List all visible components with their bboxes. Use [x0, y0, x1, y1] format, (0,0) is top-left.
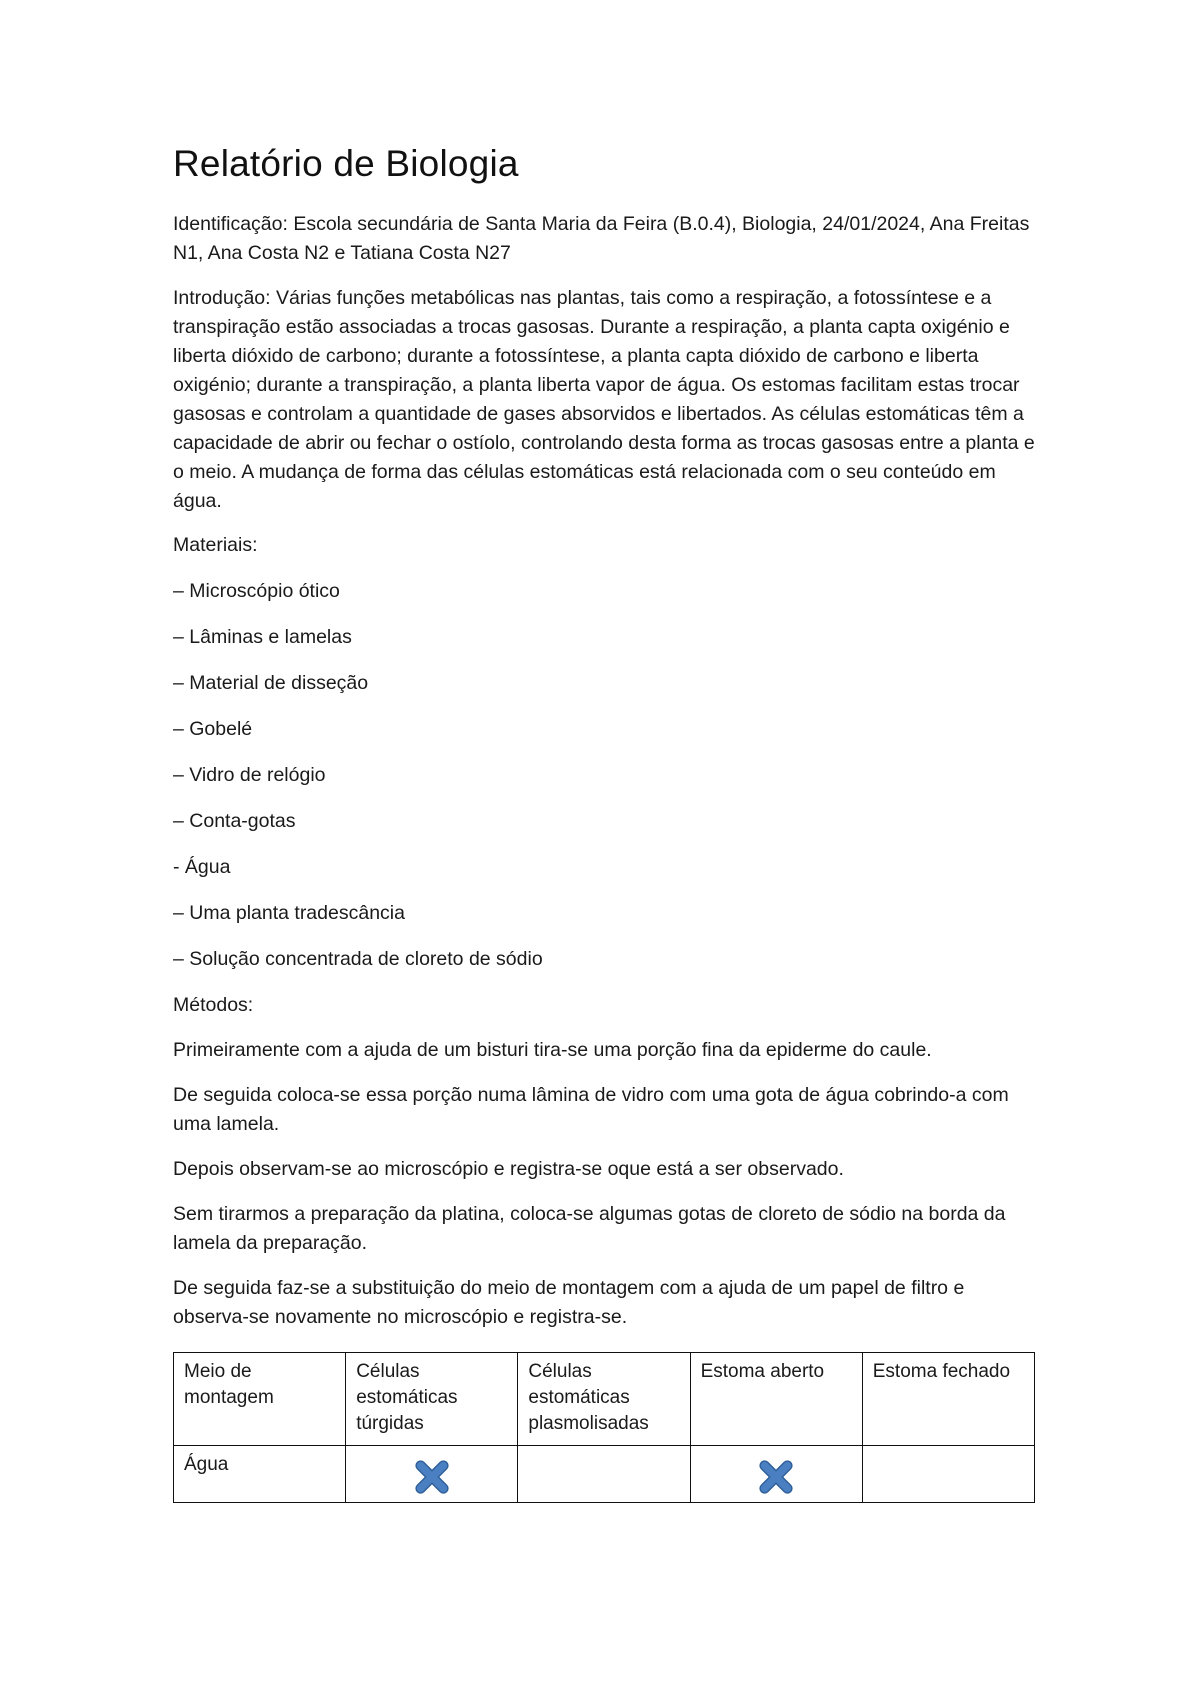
materials-heading: Materiais:: [173, 534, 258, 556]
table-cell-mark: [518, 1446, 690, 1503]
materials-item: – Microscópio ótico: [173, 580, 340, 602]
x-mark-icon: [757, 1458, 795, 1496]
methods-section: [173, 991, 1035, 1332]
materials-item: – Uma planta tradescância: [173, 902, 405, 924]
table-header-cell: Células estomáticas plasmolisadas: [518, 1353, 690, 1446]
document-title: Relatório de Biologia: [173, 143, 519, 184]
observations-table: [173, 1352, 1035, 1503]
introduction-text: Várias funções metabólicas nas plantas, tais como a respiração, a fotossíntese e a transpiração estão associadas a trocas gasosas. Durante a respiração, a planta capta oxigénio e liberta dióxido de carbono; durante a fotossíntese, a planta capta dióxido de carbono e liberta oxigénio; durante a transpiração, a planta liberta vapor de água. Os estomas facilitam estas trocar gasosas e controlam a quantidade de gases absorvidos e libertados. As células estomáticas têm a capacidade de abrir ou fechar o ostíolo, controlando desta forma as trocas gasosas entre a planta e o meio. A mudança de forma das células estomáticas está relacionada com o seu conteúdo em água.: [173, 287, 1035, 512]
identification-label: Identificação:: [173, 213, 288, 235]
table-cell-mark: [862, 1446, 1034, 1503]
materials-item: – Solução concentrada de cloreto de sódio: [173, 948, 543, 970]
table-cell-mark: [690, 1446, 862, 1503]
identification-text: Escola secundária de Santa Maria da Feira (B.0.4), Biologia, 24/01/2024, Ana Freitas N1, Ana Costa N2 e Tatiana Costa N27: [173, 213, 1030, 264]
table-header-cell: Meio de montagem: [174, 1353, 346, 1446]
introduction-paragraph: [173, 284, 1035, 516]
materials-item: – Lâminas e lamelas: [173, 626, 352, 648]
methods-step: De seguida faz-se a substituição do meio de montagem com a ajuda de um papel de filtro e observa-se novamente no microscópio e registra-se.: [173, 1277, 965, 1328]
table-row: [174, 1446, 1035, 1503]
document-page: [173, 140, 1035, 1503]
introduction-label: Introdução:: [173, 287, 271, 309]
materials-item: – Conta-gotas: [173, 810, 296, 832]
x-mark-icon: [413, 1458, 451, 1496]
materials-section: [173, 531, 1035, 974]
materials-item: – Gobelé: [173, 718, 253, 740]
table-header-row: [174, 1353, 1035, 1446]
methods-step: Sem tirarmos a preparação da platina, coloca-se algumas gotas de cloreto de sódio na borda da lamela da preparação.: [173, 1203, 1006, 1254]
materials-item: – Vidro de relógio: [173, 764, 326, 786]
table-header-cell: Estoma aberto: [690, 1353, 862, 1446]
table-cell-mark: [346, 1446, 518, 1503]
table-cell-medium: Água: [174, 1446, 346, 1503]
materials-item: – Material de disseção: [173, 672, 369, 694]
methods-step: Depois observam-se ao microscópio e registra-se oque está a ser observado.: [173, 1158, 844, 1180]
table-header-cell: Células estomáticas túrgidas: [346, 1353, 518, 1446]
materials-item: - Água: [173, 856, 231, 878]
table-header-cell: Estoma fechado: [862, 1353, 1034, 1446]
identification-paragraph: [173, 210, 1035, 268]
methods-step: Primeiramente com a ajuda de um bisturi tira-se uma porção fina da epiderme do caule.: [173, 1039, 932, 1061]
methods-step: De seguida coloca-se essa porção numa lâmina de vidro com uma gota de água cobrindo-a com uma lamela.: [173, 1084, 1009, 1135]
methods-heading: Métodos:: [173, 994, 254, 1016]
